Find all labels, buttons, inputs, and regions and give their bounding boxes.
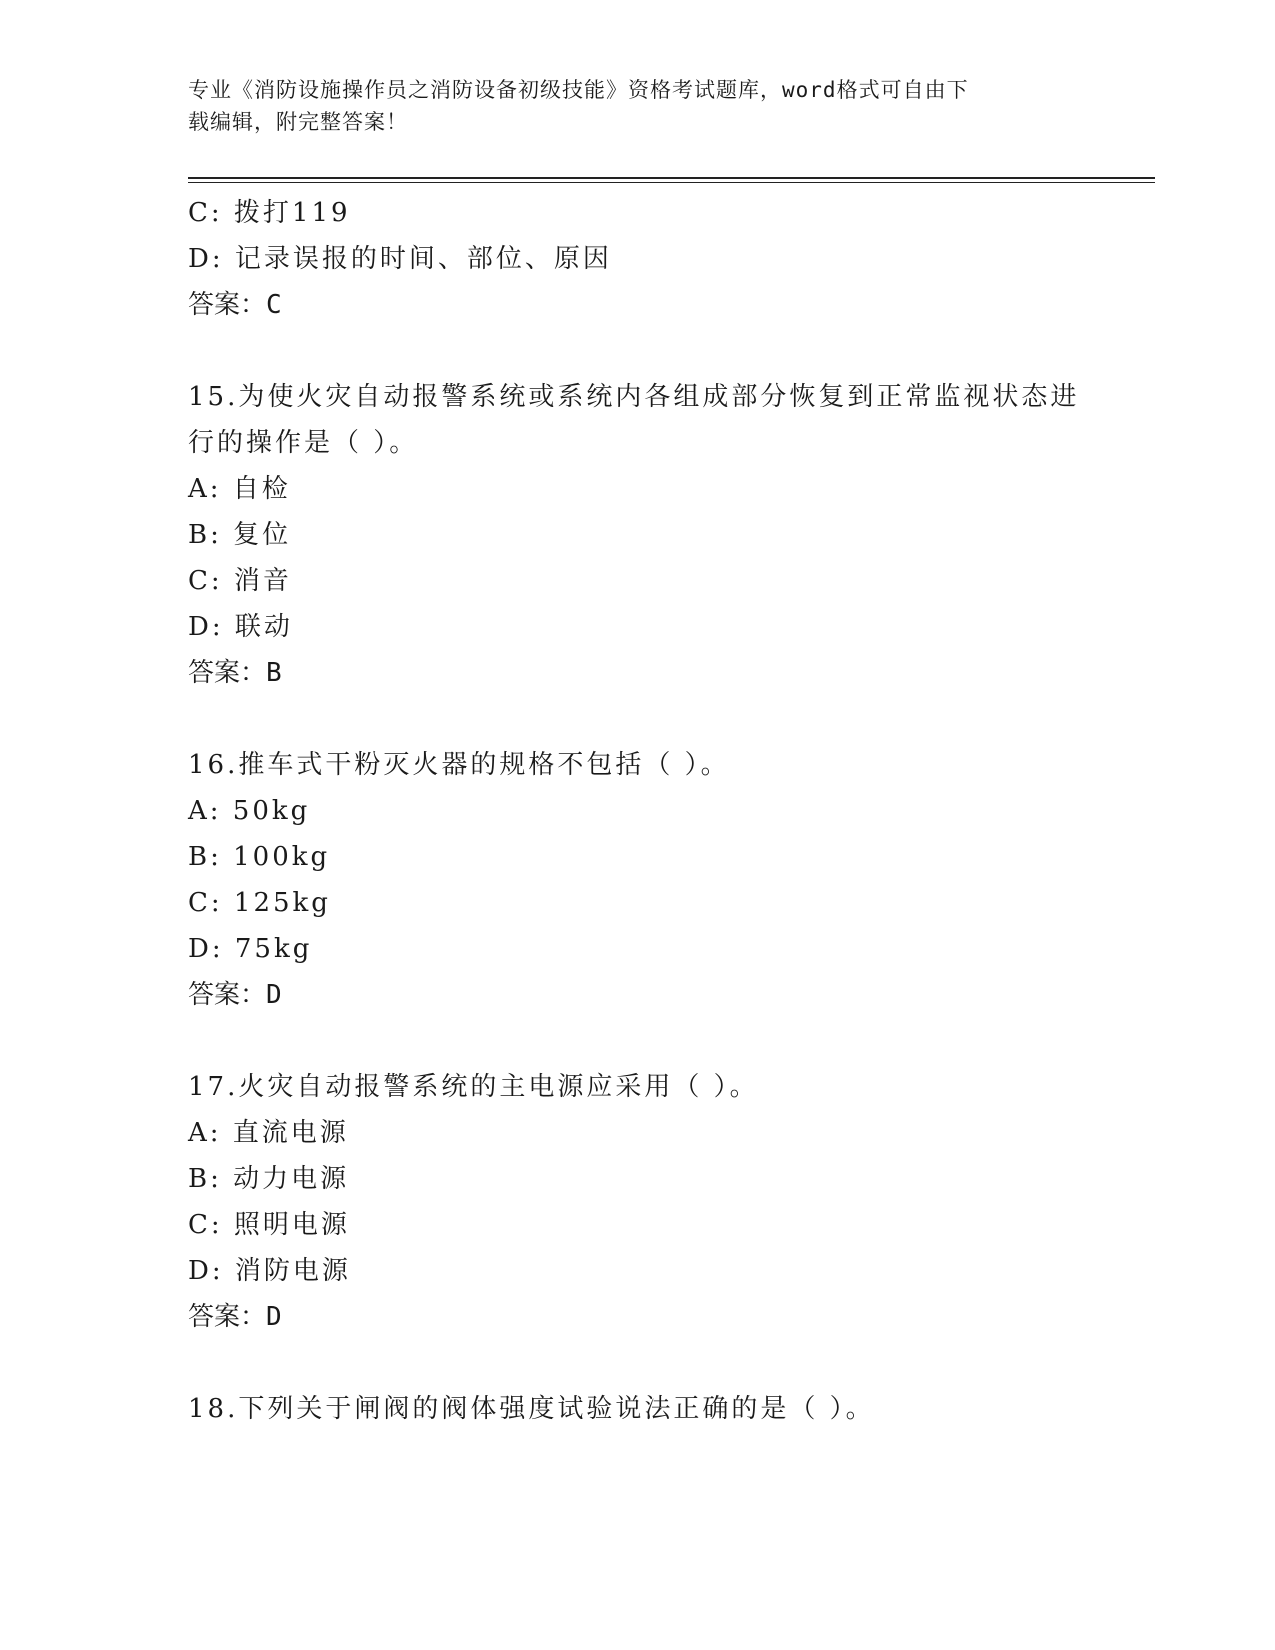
- header-line-1: 专业《消防设施操作员之消防设备初级技能》资格考试题库，word格式可自由下: [188, 78, 969, 102]
- question-16: [188, 742, 1088, 1018]
- header-divider-top: [188, 177, 1155, 179]
- spacer: [188, 1340, 1088, 1386]
- option-a: A: 自检: [188, 474, 291, 504]
- answer-label: 答案：B: [188, 658, 282, 688]
- option-b: B: 复位: [188, 520, 292, 550]
- question-content: [188, 190, 1088, 1432]
- question-18: [188, 1386, 1088, 1432]
- spacer: [188, 696, 1088, 742]
- question-stem-line-1: 17.火灾自动报警系统的主电源应采用（ ）。: [188, 1072, 759, 1102]
- answer-label: 答案：D: [188, 1302, 282, 1332]
- option-c: C: 125kg: [188, 888, 331, 918]
- question-stem-line-1: 16.推车式干粉灭火器的规格不包括（ ）。: [188, 750, 730, 780]
- answer-label: 答案：D: [188, 980, 282, 1010]
- option-d: D: 75kg: [188, 934, 313, 964]
- option-a: A: 直流电源: [188, 1118, 349, 1148]
- option-a: A: 50kg: [188, 796, 311, 826]
- question-15: [188, 374, 1088, 696]
- document-header: [188, 74, 1088, 138]
- answer-label: 答案：C: [188, 290, 282, 320]
- question-stem-line-1: 18.下列关于闸阀的阀体强度试验说法正确的是（ ）。: [188, 1394, 875, 1424]
- header-divider-bottom: [188, 182, 1155, 183]
- option-c: C: 照明电源: [188, 1210, 350, 1240]
- option-c: C: 拨打119: [188, 198, 351, 228]
- option-d: D: 消防电源: [188, 1256, 351, 1286]
- option-b: B: 100kg: [188, 842, 331, 872]
- option-d: D: 联动: [188, 612, 293, 642]
- spacer: [188, 1018, 1088, 1064]
- spacer: [188, 328, 1088, 374]
- option-c: C: 消音: [188, 566, 292, 596]
- header-line-2: 载编辑，附完整答案！: [188, 110, 408, 134]
- question-14-fragment: [188, 190, 1088, 328]
- option-b: B: 动力电源: [188, 1164, 350, 1194]
- question-stem-line-2: 行的操作是（ ）。: [188, 428, 419, 458]
- question-17: [188, 1064, 1088, 1340]
- question-stem-line-1: 15.为使火灾自动报警系统或系统内各组成部分恢复到正常监视状态进: [188, 382, 1080, 412]
- option-d: D: 记录误报的时间、部位、原因: [188, 244, 612, 274]
